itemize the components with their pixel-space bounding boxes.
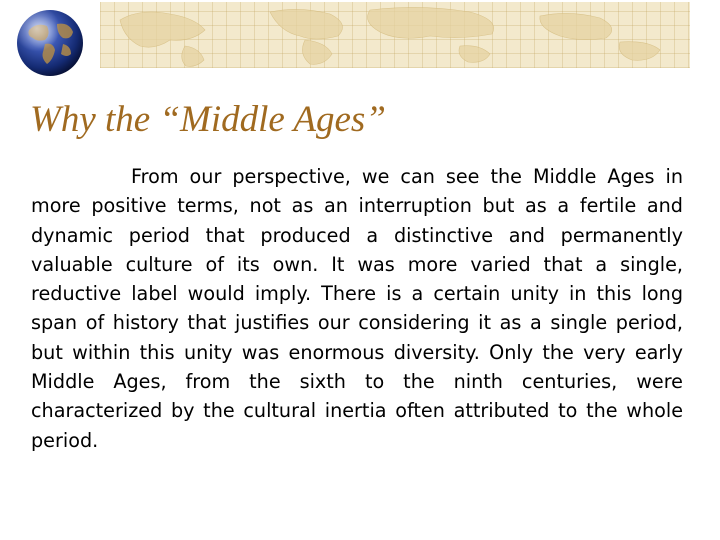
slide-body-text: From our perspective, we can see the Middle Ages in more positive terms, not as an interruption but as a fertile and dynamic period that produced a distinctive and permanently valuable culture of its own. It was more varied that a single, reductive label would imply. There is a certain unity in this long span of history that justifies our considering it as a single period, but within this unity was enormous diversity. Only the very early Middle Ages, from the sixth to the ninth centuries, were characterized by the cultural inertia often attributed to the whole period. xyxy=(31,165,683,452)
slide-title: Why the “Middle Ages” xyxy=(30,99,386,140)
world-map-banner xyxy=(100,2,690,68)
globe-icon xyxy=(15,8,85,78)
world-map-icon xyxy=(100,2,690,68)
